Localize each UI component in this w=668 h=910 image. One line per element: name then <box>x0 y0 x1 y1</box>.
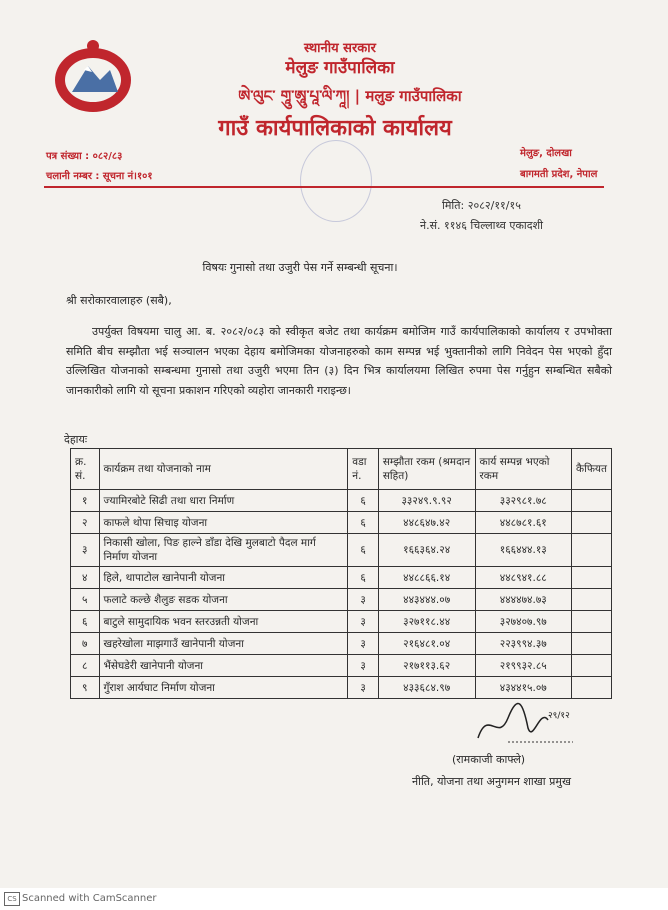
cell-agreement: ४३३६८४.९७ <box>378 677 475 699</box>
projects-table <box>70 448 612 699</box>
cell-sn: १ <box>71 490 100 512</box>
cell-ward: ३ <box>348 655 379 677</box>
cell-name: भैंसेघडेरी खानेपानी योजना <box>99 655 348 677</box>
cell-remarks <box>572 633 612 655</box>
date-miti: मिति: २०८२/११/१५ <box>442 199 521 212</box>
header-remarks: कैफियत <box>572 449 612 490</box>
cell-name: बाटुले सामुदायिक भवन स्तरउन्नती योजना <box>99 611 348 633</box>
cell-completed: ४४४४७४.७३ <box>475 589 572 611</box>
cell-remarks <box>572 611 612 633</box>
office-stamp-icon <box>300 140 372 222</box>
cell-name: गुँराश आर्यघाट निर्माण योजना <box>99 677 348 699</box>
cell-remarks <box>572 512 612 534</box>
header-sn: क्र. सं. <box>71 449 100 490</box>
cell-name: खहरेखोला माझगाउँ खानेपानी योजना <box>99 633 348 655</box>
signatory-title: नीति, योजना तथा अनुगमन शाखा प्रमुख <box>412 775 571 788</box>
patra-sankhya: पत्र संख्या : ०८२/८३ <box>46 151 123 162</box>
cell-completed: ४४८९४१.८८ <box>475 567 572 589</box>
cell-completed: २२३९९४.३७ <box>475 633 572 655</box>
cell-completed: ४४८७८१.६१ <box>475 512 572 534</box>
cell-name: निकासी खोला, पिङ हाल्ने डाँडा देखि मुलबाटो पैदल मार्ग निर्माण योजना <box>99 534 348 567</box>
table-row <box>71 611 612 633</box>
cell-ward: ३ <box>348 677 379 699</box>
cell-sn: ४ <box>71 567 100 589</box>
cell-ward: ६ <box>348 567 379 589</box>
cell-ward: ६ <box>348 490 379 512</box>
cell-remarks <box>572 677 612 699</box>
header-ward: वडा नं. <box>348 449 379 490</box>
header-agreement: सम्झौता रकम (श्रमदान सहित) <box>378 449 475 490</box>
table-row <box>71 512 612 534</box>
letter-subject: विषयः गुनासो तथा उजुरी पेस गर्ने सम्बन्धी सूचना। <box>202 261 398 274</box>
camscanner-logo-icon: CS <box>4 892 20 906</box>
header-tibetan-line: ཨེ་ལུང་ གཱུ་ཨཱུ་པཱ་ལི་ཀཱ། | मलुङ गाउँपालिका <box>238 87 462 105</box>
cell-agreement: २१६४८१.०४ <box>378 633 475 655</box>
cell-agreement: २१७११३.६२ <box>378 655 475 677</box>
header-completed: कार्य सम्पन्न भएको रकम <box>475 449 572 490</box>
table-row <box>71 677 612 699</box>
cell-completed: ३२७४०७.९७ <box>475 611 572 633</box>
cell-sn: ८ <box>71 655 100 677</box>
date-nepal-sambat: ने.सं. ११४६ चिल्लाथ्व एकादशी <box>420 219 543 232</box>
cell-agreement: १६६३६४.२४ <box>378 534 475 567</box>
table-row <box>71 633 612 655</box>
cell-ward: ३ <box>348 633 379 655</box>
cell-ward: ३ <box>348 611 379 633</box>
cell-completed: ४३४४१५.०७ <box>475 677 572 699</box>
table-header-row <box>71 449 612 490</box>
cell-remarks <box>572 589 612 611</box>
address-line-1: मेलुङ, दोलखा <box>520 148 572 159</box>
cell-remarks <box>572 534 612 567</box>
cell-name: हिले, थापाटोल खानेपानी योजना <box>99 567 348 589</box>
cell-ward: ६ <box>348 512 379 534</box>
header-divider <box>44 186 604 188</box>
table-row <box>71 534 612 567</box>
signature-date: २९/१२ <box>548 711 570 721</box>
cell-completed: २१९९३२.८५ <box>475 655 572 677</box>
letter-body: उपर्युक्त विषयमा चालु आ. ब. २०८२/०८३ को स्वीकृत बजेट तथा कार्यक्रम बमोजिम गाउँ कार्यपालिकाको कार्यालय र उपभोक्ता समिति बीच सम्झौता भई सञ्चालन भएका देहाय बमोजिमका योजनाहरुको काम सम्पन्न भई भुक्तानीको लागि निवेदन पेस भएको हुँदा उल्लिखित योजनाको सम्बन्धमा गुनासो तथा उजुरी भएमा तिन (३) दिन भित्र कार्यालयमा लिखित रुपमा पेस गर्नुहुन सम्बन्धित सबैको जानकारीको लागि यो सूचना प्रकाशन गरिएको व्यहोरा जानकारी गराइन्छ। <box>66 325 612 397</box>
cell-agreement: ४४८८६६.१४ <box>378 567 475 589</box>
table-row <box>71 589 612 611</box>
cell-sn: ५ <box>71 589 100 611</box>
cell-name: फलाटे कल्छे शैलुङ सडक योजना <box>99 589 348 611</box>
cell-sn: ३ <box>71 534 100 567</box>
cell-completed: १६६४४४.१३ <box>475 534 572 567</box>
table-row <box>71 490 612 512</box>
cell-ward: ६ <box>348 534 379 567</box>
cell-sn: २ <box>71 512 100 534</box>
header-municipality: मेलुङ गाउँपालिका <box>285 58 395 78</box>
chalani-number: चलानी नम्बर : सूचना नं।१०१ <box>46 171 153 182</box>
header-local-government: स्थानीय सरकार <box>304 41 376 56</box>
cell-name: काफले थोपा सिचाइ योजना <box>99 512 348 534</box>
cell-remarks <box>572 567 612 589</box>
scanner-credit: Scanned with CamScanner <box>22 893 157 904</box>
cell-agreement: ३२७११८.४४ <box>378 611 475 633</box>
header-name: कार्यक्रम तथा योजनाको नाम <box>99 449 348 490</box>
cell-sn: ७ <box>71 633 100 655</box>
cell-name: ज्यामिरबोटे सिढी तथा धारा निर्माण <box>99 490 348 512</box>
nepal-emblem-icon <box>48 36 138 116</box>
table-row <box>71 567 612 589</box>
signatory-name: (रामकाजी काफ्ले) <box>452 753 526 766</box>
signature-scribble-icon <box>468 698 578 748</box>
cell-remarks <box>572 655 612 677</box>
cell-sn: ६ <box>71 611 100 633</box>
dehay-label: देहायः <box>64 433 88 446</box>
cell-agreement: ३३२४९.९.९२ <box>378 490 475 512</box>
cell-ward: ३ <box>348 589 379 611</box>
cell-remarks <box>572 490 612 512</box>
letter-salutation: श्री सरोकारवालाहरु (सबै), <box>66 294 172 307</box>
cell-agreement: ४४८६४७.४२ <box>378 512 475 534</box>
address-line-2: बागमती प्रदेश, नेपाल <box>520 169 598 180</box>
cell-sn: ९ <box>71 677 100 699</box>
cell-agreement: ४४३४४४.०७ <box>378 589 475 611</box>
table-row <box>71 655 612 677</box>
header-office-title: गाउँ कार्यपालिकाको कार्यालय <box>218 116 452 141</box>
cell-completed: ३३२९८१.७८ <box>475 490 572 512</box>
scanner-footer <box>0 888 668 910</box>
